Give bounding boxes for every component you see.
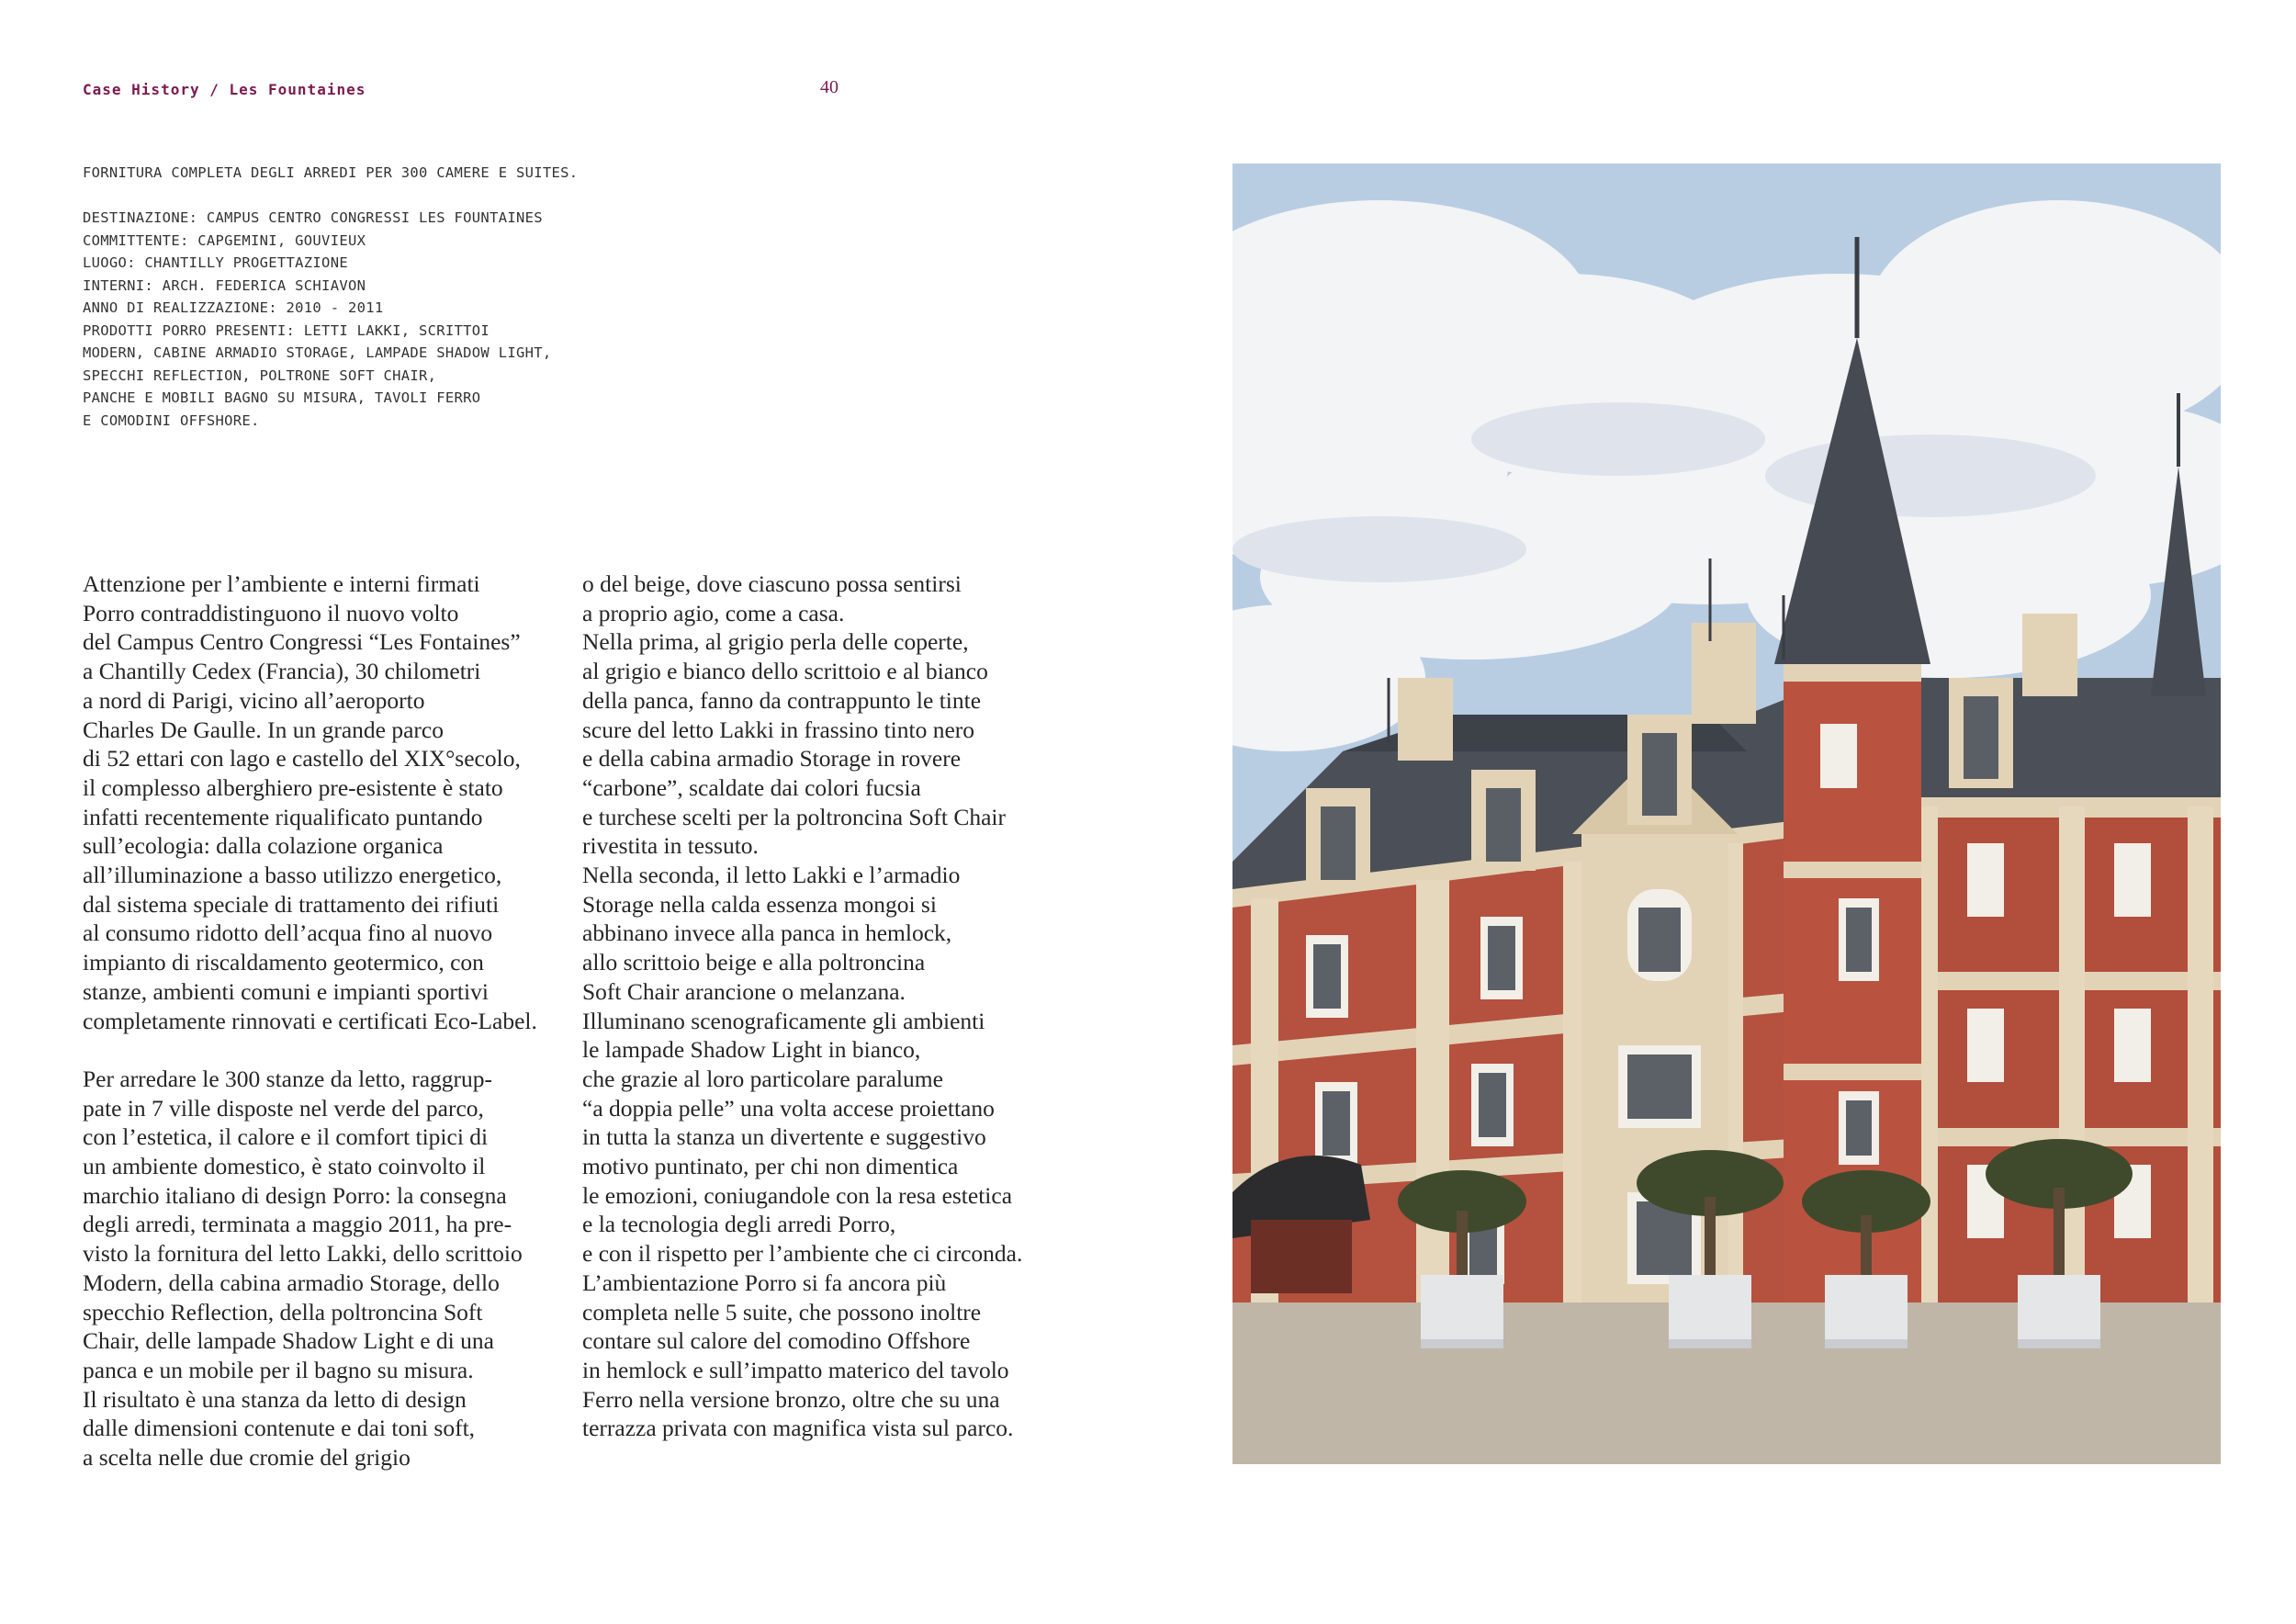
text-line: a scelta nelle due cromie del grigio xyxy=(83,1444,411,1472)
text-line: Il risultato è una stanza da letto di design xyxy=(83,1385,467,1413)
text-line: le lampade Shadow Light in bianco, xyxy=(582,1036,921,1064)
page-number: 40 xyxy=(820,77,838,97)
paragraph-break xyxy=(83,1035,579,1065)
text-line: pate in 7 ville disposte nel verde del parco, xyxy=(83,1094,484,1122)
text-line: scure del letto Lakki in frassino tinto nero xyxy=(582,716,975,743)
stone-balcony xyxy=(1609,990,1710,1018)
text-line: Porro contraddistinguono il nuovo volto xyxy=(83,599,459,626)
text-line: marchio italiano di design Porro: la consegna xyxy=(83,1181,507,1209)
text-line: Soft Chair arancione o melanzana. xyxy=(582,977,906,1005)
specs-line: LUOGO: CHANTILLY PROGETTAZIONE xyxy=(83,254,348,271)
text-line: Ferro nella versione bronzo, oltre che su una xyxy=(582,1385,1000,1413)
text-line: terrazza privata con magnifica vista sul parco. xyxy=(582,1415,1014,1442)
text-line: a nord di Parigi, vicino all’aeroporto xyxy=(83,686,425,714)
specs-line: INTERNI: ARCH. FEDERICA SCHIAVON xyxy=(83,276,366,294)
text-line: Modern, della cabina armadio Storage, dello xyxy=(83,1269,500,1296)
text-line: e turchese scelti per la poltroncina Soft Chair xyxy=(582,803,1006,830)
text-line: Illuminano scenograficamente gli ambienti xyxy=(582,1007,985,1034)
specs-line: FORNITURA COMPLETA DEGLI ARREDI PER 300 CAMERE E SUITES. xyxy=(83,164,579,181)
chateau-illustration xyxy=(1232,164,2221,1464)
chateau-photo xyxy=(1232,164,2221,1464)
specs-line: PANCHE E MOBILI BAGNO SU MISURA, TAVOLI FERRO xyxy=(83,389,481,406)
text-line: che grazie al loro particolare paralume xyxy=(582,1065,943,1092)
text-line: a proprio agio, come a casa. xyxy=(582,599,845,626)
text-line: Attenzione per l’ambiente e interni firmati xyxy=(83,570,480,597)
text-line: e la tecnologia degli arredi Porro, xyxy=(582,1211,896,1238)
text-line: in hemlock e sull’impatto materico del tavolo xyxy=(582,1356,1009,1383)
text-line: con l’estetica, il calore e il comfort tipici di xyxy=(83,1123,489,1151)
text-line: completamente rinnovati e certificati Eco-Label. xyxy=(83,1007,537,1034)
text-line: all’illuminazione a basso utilizzo energetico, xyxy=(83,862,502,889)
text-line: motivo puntinato, per chi non dimentica xyxy=(582,1153,959,1180)
text-line: o del beige, dove ciascuno possa sentirsi xyxy=(582,570,962,597)
specs-line: MODERN, CABINE ARMADIO STORAGE, LAMPADE SHADOW LIGHT, xyxy=(83,344,552,361)
text-line: in tutta la stanza un divertente e suggestivo xyxy=(582,1123,986,1151)
text-line: dal sistema speciale di trattamento dei rifiuti xyxy=(83,890,500,918)
text-line: un ambiente domestico, è stato coinvolto il xyxy=(83,1153,486,1180)
text-line: a Chantilly Cedex (Francia), 30 chilometri xyxy=(83,658,481,685)
specs-line: COMMITTENTE: CAPGEMINI, GOUVIEUX xyxy=(83,231,366,249)
specs-line: SPECCHI REFLECTION, POLTRONE SOFT CHAIR, xyxy=(83,367,437,384)
text-line: Charles De Gaulle. In un grande parco xyxy=(83,716,444,743)
text-line: e della cabina armadio Storage in rovere xyxy=(582,745,962,773)
text-line: e con il rispetto per l’ambiente che ci circonda. xyxy=(582,1240,1023,1268)
text-line: “a doppia pelle” una volta accese proiettano xyxy=(582,1094,995,1122)
text-line: completa nelle 5 suite, che possono inoltre xyxy=(582,1298,982,1325)
specs-line: ANNO DI REALIZZAZIONE: 2010 - 2011 xyxy=(83,299,384,316)
text-line: della panca, fanno da contrappunto le tinte xyxy=(582,686,982,714)
text-line: panca e un mobile per il bagno su misura. xyxy=(83,1356,474,1383)
text-line: al consumo ridotto dell’acqua fino al nuovo xyxy=(83,919,493,947)
text-line: specchio Reflection, della poltroncina Soft xyxy=(83,1298,483,1325)
text-line: Storage nella calda essenza mongoi si xyxy=(582,890,937,918)
text-line: al grigio e bianco dello scrittoio e al bianco xyxy=(582,658,988,685)
body-text-right-column xyxy=(582,570,1097,1443)
text-line: allo scrittoio beige e alla poltroncina xyxy=(582,949,926,976)
text-line: degli arredi, terminata a maggio 2011, ha pre- xyxy=(83,1211,512,1238)
project-specs xyxy=(83,162,670,432)
body-text-left-column xyxy=(83,570,579,1472)
text-line: infatti recentemente riqualificato puntando xyxy=(83,803,483,830)
text-line: Nella seconda, il letto Lakki e l’armadio xyxy=(582,862,961,889)
specs-line xyxy=(83,185,670,208)
text-line: impianto di riscaldamento geotermico, con xyxy=(83,949,484,976)
text-line: abbinano invece alla panca in hemlock, xyxy=(582,919,952,947)
text-line: visto la fornitura del letto Lakki, dello scrittoio xyxy=(83,1240,523,1268)
text-line: del Campus Centro Congressi “Les Fontaines” xyxy=(83,628,521,656)
text-line: dalle dimensioni contenute e dai toni soft, xyxy=(83,1415,476,1442)
text-line: le emozioni, coniugandole con la resa estetica xyxy=(582,1181,1013,1209)
text-line: “carbone”, scaldate dai colori fucsia xyxy=(582,773,921,801)
text-line: Nella prima, al grigio perla delle coperte, xyxy=(582,628,969,656)
text-line: di 52 ettari con lago e castello del XIX°secolo, xyxy=(83,745,521,773)
text-line: il complesso alberghiero pre-esistente è stato xyxy=(83,773,503,801)
text-line: sull’ecologia: dalla colazione organica xyxy=(83,832,444,860)
text-line: Per arredare le 300 stanze da letto, raggrup- xyxy=(83,1065,493,1092)
text-line: rivestita in tessuto. xyxy=(582,832,759,860)
specs-line: PRODOTTI PORRO PRESENTI: LETTI LAKKI, SCRITTOI xyxy=(83,321,490,339)
specs-line: DESTINAZIONE: CAMPUS CENTRO CONGRESSI LES FOUNTAINES xyxy=(83,209,543,226)
text-line: Chair, delle lampade Shadow Light e di una xyxy=(83,1327,494,1355)
specs-line: E COMODINI OFFSHORE. xyxy=(83,412,260,429)
running-head: Case History / Les Fountaines xyxy=(83,81,366,98)
text-line: stanze, ambienti comuni e impianti sportivi xyxy=(83,977,489,1005)
text-line: contare sul calore del comodino Offshore xyxy=(582,1327,971,1355)
text-line: L’ambientazione Porro si fa ancora più xyxy=(582,1269,947,1296)
